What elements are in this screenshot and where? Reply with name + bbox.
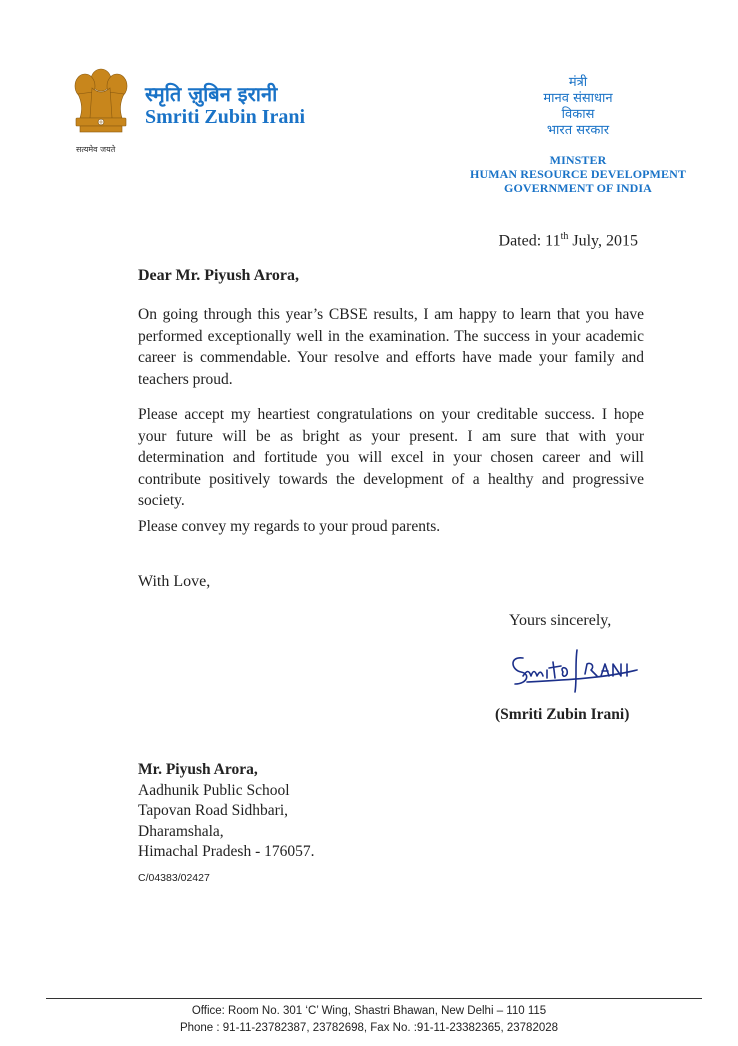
address-line: Aadhunik Public School bbox=[138, 781, 290, 799]
letter-date bbox=[499, 231, 638, 250]
yours-sincerely: Yours sincerely, bbox=[509, 612, 612, 629]
date-rest: July, 2015 bbox=[568, 232, 638, 250]
designation-english-line: HUMAN RESOURCE DEVELOPMENT bbox=[470, 167, 686, 181]
body-paragraph-2: Please accept my heartiest congratulations on your creditable success. I hope your future will be as bright as your present. I am sure that with your determination and fortitude you will excel in your chosen career and will contribute positively towards the development of a healthy and progressive society. bbox=[138, 406, 644, 509]
minister-name-english: Smriti Zubin Irani bbox=[145, 106, 306, 128]
date-ordinal: th bbox=[560, 231, 569, 242]
closing-line: With Love, bbox=[138, 573, 211, 590]
body-paragraph-1: On going through this year’s CBSE results, I am happy to learn that you have performed exceptionally well in the examination. The success in your academic career is commendable. Your resolve and efforts have made your family and teachers proud. bbox=[138, 306, 644, 388]
reference-number: C/04383/02427 bbox=[138, 872, 210, 884]
body-paragraph-3: Please convey my regards to your proud parents. bbox=[138, 518, 441, 535]
national-emblem-icon bbox=[66, 66, 136, 154]
salutation: Dear Mr. Piyush Arora, bbox=[138, 267, 300, 284]
address-line: Dharamshala, bbox=[138, 822, 224, 840]
footer-divider bbox=[46, 998, 702, 999]
address-line: Tapovan Road Sidhbari, bbox=[138, 802, 289, 819]
minister-name-hindi: स्मृति ज़ुबिन इरानी bbox=[145, 82, 278, 106]
designation-english-line: MINSTER bbox=[549, 153, 607, 167]
date-prefix: Dated: 11 bbox=[498, 232, 561, 250]
designation-hindi-line: मंत्री bbox=[568, 75, 588, 90]
designation-hindi-line: मानव संसाधान bbox=[543, 91, 613, 106]
designation-english-line: GOVERNMENT OF INDIA bbox=[504, 181, 652, 195]
address-line: Himachal Pradesh - 176057. bbox=[138, 843, 315, 860]
designation-hindi-line: विकास bbox=[561, 107, 595, 122]
designation-english bbox=[458, 153, 698, 195]
footer-phone-fax: Phone : 91-11-23782387, 23782698, Fax No. :91-11-23382365, 23782028 bbox=[179, 1022, 559, 1034]
emblem-motto: सत्यमेव जयते bbox=[76, 145, 116, 154]
recipient-address bbox=[138, 760, 315, 863]
footer-office-address: Office: Room No. 301 ‘C’ Wing, Shastri Bhawan, New Delhi – 110 115 bbox=[191, 1005, 547, 1017]
signatory-name: (Smriti Zubin Irani) bbox=[495, 706, 630, 723]
handwritten-signature bbox=[505, 640, 645, 696]
recipient-name: Mr. Piyush Arora, bbox=[138, 761, 258, 778]
designation-hindi bbox=[458, 75, 698, 139]
designation-hindi-line: भारत सरकार bbox=[546, 123, 610, 138]
